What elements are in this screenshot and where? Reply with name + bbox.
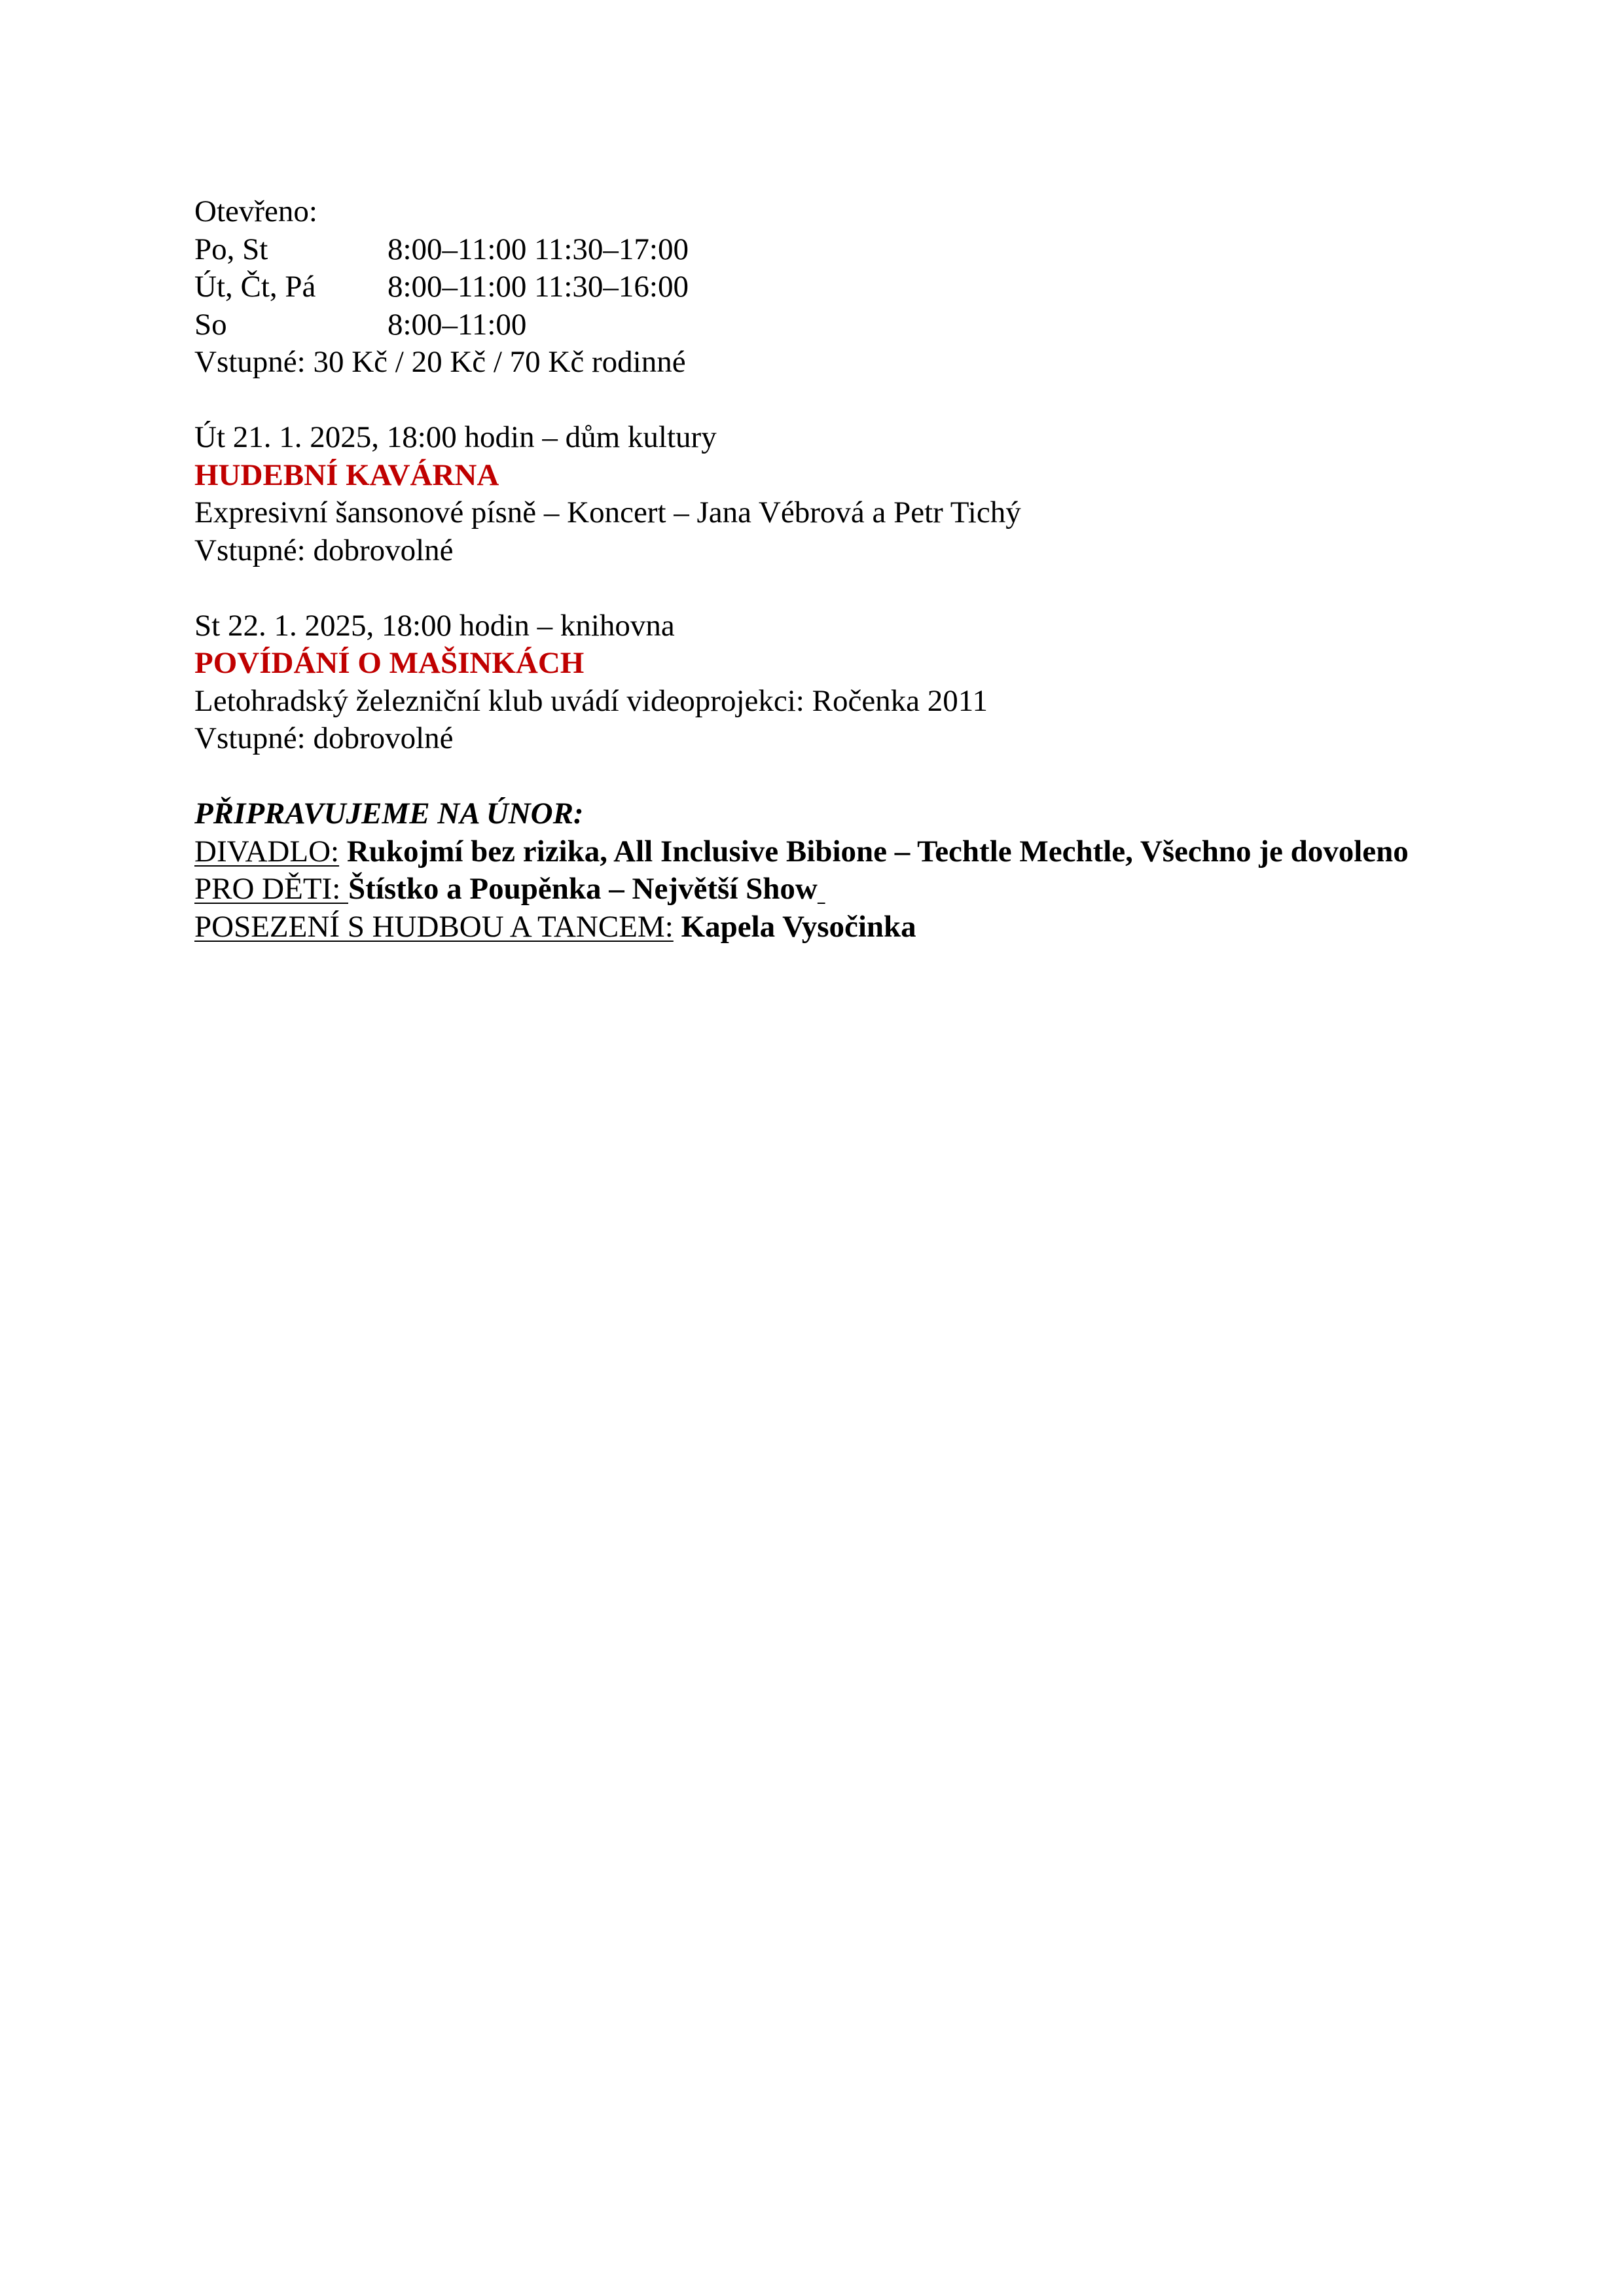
document-content (194, 193, 1438, 946)
opening-hours-times: 8:00–11:00 11:30–16:00 (388, 270, 689, 304)
opening-hours-row (194, 306, 1438, 344)
event-admission: Vstupné: dobrovolné (194, 533, 454, 567)
upcoming-section (194, 795, 1438, 946)
upcoming-titles: Kapela Vysočinka (681, 909, 916, 944)
event-date-venue: St 22. 1. 2025, 18:00 hodin – knihovna (194, 608, 675, 643)
spacer (194, 758, 1438, 796)
opening-hours-times: 8:00–11:00 (388, 307, 527, 342)
event-title: HUDEBNÍ KAVÁRNA (194, 457, 499, 492)
opening-hours-days: Út, Čt, Pá (194, 270, 316, 304)
upcoming-category: POSEZENÍ S HUDBOU A TANCEM: (194, 909, 674, 944)
event-block (194, 607, 1438, 758)
opening-hours-label: Otevřeno: (194, 194, 317, 228)
event-admission: Vstupné: dobrovolné (194, 721, 454, 755)
opening-hours-times: 8:00–11:00 11:30–17:00 (388, 232, 689, 266)
event-description: Letohradský železniční klub uvádí videoprojekci: Ročenka 2011 (194, 683, 988, 718)
upcoming-titles: Rukojmí bez rizika, All Inclusive Bibione – Techtle Mechtle, Všechno je dovoleno (346, 834, 1409, 869)
upcoming-item (194, 870, 1438, 908)
opening-hours-row (194, 268, 1438, 306)
event-block (194, 419, 1438, 569)
spacer (194, 569, 1438, 607)
upcoming-category: DIVADLO: (194, 834, 340, 869)
upcoming-item (194, 908, 1438, 946)
event-title: POVÍDÁNÍ O MAŠINKÁCH (194, 646, 585, 680)
opening-hours-days: So (194, 307, 227, 342)
upcoming-item (194, 833, 1438, 871)
opening-hours-days: Po, St (194, 232, 268, 266)
trailing-underline (818, 872, 825, 906)
opening-hours-admission: Vstupné: 30 Kč / 20 Kč / 70 Kč rodinné (194, 345, 686, 379)
event-date-venue: Út 21. 1. 2025, 18:00 hodin – dům kultury (194, 420, 717, 454)
upcoming-heading: PŘIPRAVUJEME NA ÚNOR: (194, 797, 584, 831)
opening-hours-row (194, 231, 1438, 269)
event-description: Expresivní šansonové písně – Koncert – Jana Vébrová a Petr Tichý (194, 495, 1021, 529)
spacer (194, 382, 1438, 420)
upcoming-category: PRO DĚTI: (194, 872, 348, 906)
upcoming-titles: Štístko a Poupěnka – Největší Show (348, 872, 818, 906)
